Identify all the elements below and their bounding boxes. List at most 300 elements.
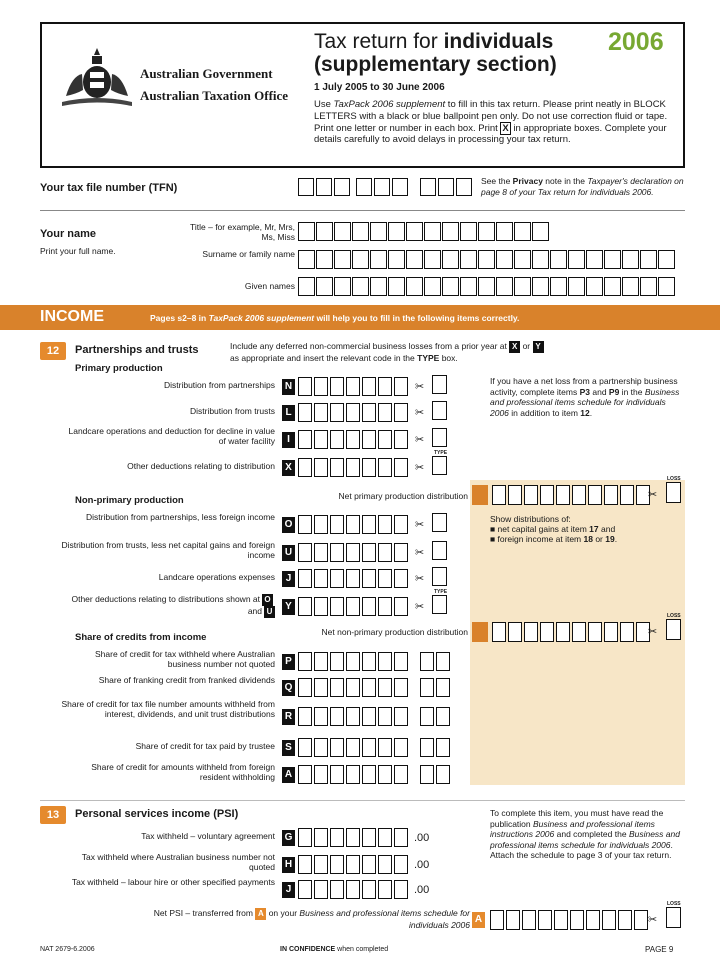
field-code-g: G xyxy=(282,830,295,846)
divider xyxy=(40,210,685,211)
amount-digit-box[interactable] xyxy=(330,569,344,588)
tfn-digit-box[interactable] xyxy=(392,178,408,196)
amount-digit-box[interactable] xyxy=(298,678,312,697)
title-char-box[interactable] xyxy=(424,222,441,241)
amount-digit-box[interactable] xyxy=(346,828,360,847)
amount-digit-box[interactable] xyxy=(362,828,376,847)
surname-char-box[interactable] xyxy=(496,250,513,269)
cents-digit-box[interactable] xyxy=(436,707,450,726)
q12-code-y: Y xyxy=(533,341,544,353)
show-b1-c: and xyxy=(598,524,616,534)
amount-digit-box[interactable] xyxy=(314,828,328,847)
title-char-box[interactable] xyxy=(532,222,549,241)
form-period: 1 July 2005 to 30 June 2006 xyxy=(314,82,445,93)
amount-digit-box[interactable] xyxy=(378,855,392,874)
amount-digit-box[interactable] xyxy=(346,458,360,477)
amount-digit-box[interactable] xyxy=(394,765,408,784)
cents-digit-box[interactable] xyxy=(420,765,434,784)
net-nonprimary-digit-box[interactable] xyxy=(572,622,586,642)
amount-digit-box[interactable] xyxy=(330,880,344,899)
field-code-x: X xyxy=(282,460,295,476)
amount-digit-box[interactable] xyxy=(346,377,360,396)
amount-digit-box[interactable] xyxy=(394,652,408,671)
field-code-o: O xyxy=(282,517,295,533)
field-label: Tax withheld – voluntary agreement xyxy=(141,831,275,841)
amount-digit-box[interactable] xyxy=(314,515,328,534)
field-code-r: R xyxy=(282,709,295,725)
loss-box[interactable] xyxy=(666,619,681,640)
field-label: Other deductions relating to distribution xyxy=(127,461,275,471)
net-psi-digit-box[interactable] xyxy=(522,910,536,930)
amount-digit-box[interactable] xyxy=(362,403,376,422)
given-name-char-box[interactable] xyxy=(496,277,513,296)
amount-digit-box[interactable] xyxy=(378,597,392,616)
amount-digit-box[interactable] xyxy=(314,403,328,422)
amount-digit-box[interactable] xyxy=(362,652,376,671)
title-char-box[interactable] xyxy=(298,222,315,241)
surname-char-box[interactable] xyxy=(442,250,459,269)
amount-digit-box[interactable] xyxy=(362,678,376,697)
surname-char-box[interactable] xyxy=(478,250,495,269)
amount-digit-box[interactable] xyxy=(346,678,360,697)
type-label: TYPE xyxy=(434,450,448,456)
amount-digit-box[interactable] xyxy=(314,543,328,562)
amount-digit-box[interactable] xyxy=(362,597,376,616)
amount-digit-box[interactable] xyxy=(330,738,344,757)
amount-digit-box[interactable] xyxy=(346,597,360,616)
surname-char-box[interactable] xyxy=(406,250,423,269)
net-primary-digit-box[interactable] xyxy=(572,485,586,505)
amount-digit-box[interactable] xyxy=(314,458,328,477)
amount-digit-box[interactable] xyxy=(314,430,328,449)
amount-digit-box[interactable] xyxy=(330,855,344,874)
amount-digit-box[interactable] xyxy=(330,652,344,671)
amount-digit-box[interactable] xyxy=(346,569,360,588)
amount-digit-box[interactable] xyxy=(394,707,408,726)
title-char-box[interactable] xyxy=(460,222,477,241)
field-label-and: and xyxy=(247,606,262,616)
amount-digit-box[interactable] xyxy=(346,707,360,726)
field-label xyxy=(60,594,275,618)
amount-digit-box[interactable] xyxy=(298,569,312,588)
amount-digit-box[interactable] xyxy=(298,880,312,899)
amount-digit-box[interactable] xyxy=(314,707,328,726)
net-primary-digit-box[interactable] xyxy=(524,485,538,505)
scissors-icon: ✂ xyxy=(415,407,425,419)
scissors-icon: ✂ xyxy=(648,626,658,638)
cents-digit-box[interactable] xyxy=(436,678,450,697)
amount-digit-box[interactable] xyxy=(298,403,312,422)
amount-digit-box[interactable] xyxy=(394,377,408,396)
type-code-box[interactable] xyxy=(432,456,447,475)
amount-digit-box[interactable] xyxy=(298,597,312,616)
loss-box[interactable] xyxy=(666,907,681,928)
tfn-digit-box[interactable] xyxy=(298,178,314,196)
amount-digit-box[interactable] xyxy=(394,880,408,899)
amount-digit-box[interactable] xyxy=(298,765,312,784)
cents-digit-box[interactable] xyxy=(420,652,434,671)
amount-digit-box[interactable] xyxy=(378,569,392,588)
non-primary-heading: Non-primary production xyxy=(75,495,184,506)
amount-digit-box[interactable] xyxy=(314,738,328,757)
surname-char-box[interactable] xyxy=(640,250,657,269)
amount-digit-box[interactable] xyxy=(330,597,344,616)
amount-digit-box[interactable] xyxy=(394,569,408,588)
amount-digit-box[interactable] xyxy=(394,855,408,874)
net-psi-digit-box[interactable] xyxy=(586,910,600,930)
cents-digit-box[interactable] xyxy=(436,765,450,784)
form-title-line2: (supplementary section) xyxy=(314,53,557,76)
net-nonprimary-digit-box[interactable] xyxy=(588,622,602,642)
type-code-box[interactable] xyxy=(432,541,447,560)
form-title xyxy=(314,30,557,76)
amount-digit-box[interactable] xyxy=(314,652,328,671)
amount-digit-box[interactable] xyxy=(330,707,344,726)
confidentiality-rest: when completed xyxy=(335,946,389,953)
amount-digit-box[interactable] xyxy=(362,515,376,534)
net-nonprimary-digit-box[interactable] xyxy=(524,622,538,642)
amount-digit-box[interactable] xyxy=(378,678,392,697)
amount-digit-box[interactable] xyxy=(346,543,360,562)
title-char-box[interactable] xyxy=(496,222,513,241)
amount-digit-box[interactable] xyxy=(394,430,408,449)
cents-digit-box[interactable] xyxy=(420,738,434,757)
q13-side-ital1: Business and professional items instructions 2006 xyxy=(490,818,655,839)
amount-digit-box[interactable] xyxy=(298,515,312,534)
scissors-icon: ✂ xyxy=(415,462,425,474)
tfn-digit-box[interactable] xyxy=(456,178,472,196)
net-nonprimary-digit-box[interactable] xyxy=(508,622,522,642)
type-code-box[interactable] xyxy=(432,567,447,586)
amount-digit-box[interactable] xyxy=(298,828,312,847)
title-char-box[interactable] xyxy=(352,222,369,241)
given-name-char-box[interactable] xyxy=(316,277,333,296)
amount-digit-box[interactable] xyxy=(330,543,344,562)
show-b2-c: or xyxy=(592,534,606,544)
surname-char-box[interactable] xyxy=(550,250,567,269)
instr-ital: TaxPack 2006 supplement xyxy=(333,99,446,110)
show-note-bullet2: ■ foreign income at item 18 or 19. xyxy=(490,534,618,544)
amount-digit-box[interactable] xyxy=(330,430,344,449)
amount-digit-box[interactable] xyxy=(362,430,376,449)
amount-digit-box[interactable] xyxy=(314,569,328,588)
q12-title: Partnerships and trusts xyxy=(75,344,199,356)
type-code-box[interactable] xyxy=(432,595,447,614)
given-name-char-box[interactable] xyxy=(532,277,549,296)
tfn-digit-box[interactable] xyxy=(420,178,436,196)
q13-side-b: and completed the xyxy=(554,829,629,839)
scissors-icon: ✂ xyxy=(415,381,425,393)
net-psi-digit-box[interactable] xyxy=(538,910,552,930)
amount-digit-box[interactable] xyxy=(298,377,312,396)
surname-char-box[interactable] xyxy=(370,250,387,269)
q12-side-e: . xyxy=(589,407,593,418)
surname-char-box[interactable] xyxy=(658,250,675,269)
scissors-icon: ✂ xyxy=(415,573,425,585)
amount-digit-box[interactable] xyxy=(314,880,328,899)
amount-digit-box[interactable] xyxy=(346,855,360,874)
tfn-digit-box[interactable] xyxy=(438,178,454,196)
title-char-box[interactable] xyxy=(442,222,459,241)
cents-zero: .00 xyxy=(414,884,430,896)
net-psi-digit-box[interactable] xyxy=(554,910,568,930)
q13-side-c: . Attach the schedule to page 3 of your tax return. xyxy=(490,839,673,860)
net-nonprimary-digit-box[interactable] xyxy=(604,622,618,642)
amount-digit-box[interactable] xyxy=(346,880,360,899)
amount-digit-box[interactable] xyxy=(330,377,344,396)
amount-digit-box[interactable] xyxy=(378,765,392,784)
title-char-box[interactable] xyxy=(388,222,405,241)
loss-box[interactable] xyxy=(666,482,681,503)
tfn-privacy-note xyxy=(481,176,686,197)
amount-digit-box[interactable] xyxy=(394,678,408,697)
net-psi-digit-box[interactable] xyxy=(602,910,616,930)
cents-digit-box[interactable] xyxy=(420,707,434,726)
title-char-box[interactable] xyxy=(316,222,333,241)
tfn-digit-box[interactable] xyxy=(316,178,332,196)
income-note-b: will help you to fill in the following items correctly. xyxy=(314,313,520,323)
given-name-char-box[interactable] xyxy=(406,277,423,296)
given-name-char-box[interactable] xyxy=(442,277,459,296)
amount-digit-box[interactable] xyxy=(330,403,344,422)
page-number: PAGE 9 xyxy=(645,945,674,954)
amount-digit-box[interactable] xyxy=(394,543,408,562)
amount-digit-box[interactable] xyxy=(362,880,376,899)
amount-digit-box[interactable] xyxy=(362,855,376,874)
surname-char-box[interactable] xyxy=(532,250,549,269)
amount-digit-box[interactable] xyxy=(298,738,312,757)
ref-code-o: O xyxy=(262,594,273,606)
amount-digit-box[interactable] xyxy=(346,403,360,422)
given-name-char-box[interactable] xyxy=(460,277,477,296)
amount-digit-box[interactable] xyxy=(362,458,376,477)
surname-char-box[interactable] xyxy=(460,250,477,269)
form-title-prefix: Tax return for xyxy=(314,30,444,53)
amount-digit-box[interactable] xyxy=(378,738,392,757)
amount-digit-box[interactable] xyxy=(378,430,392,449)
net-nonprimary-digit-box[interactable] xyxy=(620,622,634,642)
amount-digit-box[interactable] xyxy=(362,543,376,562)
instr-part-c: in appropriate boxes. Complete your details carefully to avoid delays in processing your tax return. xyxy=(314,122,667,146)
amount-digit-box[interactable] xyxy=(378,652,392,671)
amount-digit-box[interactable] xyxy=(346,738,360,757)
given-name-char-box[interactable] xyxy=(424,277,441,296)
income-note-ital: TaxPack 2006 supplement xyxy=(208,313,315,323)
net-primary-label: Net primary production distribution xyxy=(338,491,468,501)
amount-digit-box[interactable] xyxy=(346,430,360,449)
amount-digit-box[interactable] xyxy=(330,458,344,477)
tfn-digit-box[interactable] xyxy=(356,178,372,196)
amount-digit-box[interactable] xyxy=(378,880,392,899)
amount-digit-box[interactable] xyxy=(314,678,328,697)
given-name-char-box[interactable] xyxy=(514,277,531,296)
type-code-box[interactable] xyxy=(432,513,447,532)
q13-side-note xyxy=(490,808,680,861)
net-psi-digit-box[interactable] xyxy=(506,910,520,930)
net-nonprimary-digit-box[interactable] xyxy=(492,622,506,642)
cents-digit-box[interactable] xyxy=(420,678,434,697)
net-primary-digit-box[interactable] xyxy=(556,485,570,505)
confidentiality-bold: IN CONFIDENCE xyxy=(280,946,336,953)
title-char-box[interactable] xyxy=(514,222,531,241)
type-code-box[interactable] xyxy=(432,375,447,394)
net-psi-a: Net PSI – transferred from xyxy=(153,908,256,918)
tfn-label: Your tax file number (TFN) xyxy=(40,182,178,194)
given-name-char-box[interactable] xyxy=(352,277,369,296)
net-primary-digit-box[interactable] xyxy=(604,485,618,505)
amount-digit-box[interactable] xyxy=(298,707,312,726)
amount-digit-box[interactable] xyxy=(314,377,328,396)
surname-char-box[interactable] xyxy=(586,250,603,269)
amount-digit-box[interactable] xyxy=(314,855,328,874)
given-name-char-box[interactable] xyxy=(622,277,639,296)
surname-char-box[interactable] xyxy=(568,250,585,269)
amount-digit-box[interactable] xyxy=(378,828,392,847)
amount-digit-box[interactable] xyxy=(378,707,392,726)
amount-digit-box[interactable] xyxy=(330,678,344,697)
form-instructions xyxy=(314,99,674,146)
amount-digit-box[interactable] xyxy=(298,652,312,671)
amount-digit-box[interactable] xyxy=(362,707,376,726)
given-name-char-box[interactable] xyxy=(334,277,351,296)
show-b2-b: 18 xyxy=(583,534,593,544)
amount-digit-box[interactable] xyxy=(346,515,360,534)
field-label: Share of credit for tax file number amounts withheld from interest, dividends, and unit trust distributions xyxy=(61,699,275,719)
question-number-13: 13 xyxy=(40,806,66,824)
type-code-box[interactable] xyxy=(432,401,447,420)
tfn-note-c: note in the xyxy=(542,176,588,186)
amount-digit-box[interactable] xyxy=(378,543,392,562)
net-nonprimary-digit-box[interactable] xyxy=(540,622,554,642)
amount-digit-box[interactable] xyxy=(378,377,392,396)
amount-digit-box[interactable] xyxy=(298,430,312,449)
scissors-icon: ✂ xyxy=(415,519,425,531)
amount-digit-box[interactable] xyxy=(378,403,392,422)
amount-digit-box[interactable] xyxy=(362,765,376,784)
field-label: Tax withheld where Australian business number not quoted xyxy=(81,852,275,872)
amount-digit-box[interactable] xyxy=(394,403,408,422)
given-name-char-box[interactable] xyxy=(658,277,675,296)
net-psi-digit-box[interactable] xyxy=(490,910,504,930)
q12-side-p9: P9 xyxy=(608,386,620,397)
net-psi-digit-box[interactable] xyxy=(570,910,584,930)
amount-digit-box[interactable] xyxy=(330,828,344,847)
divider xyxy=(40,800,685,801)
amount-digit-box[interactable] xyxy=(362,569,376,588)
field-label: Distribution from trusts, less net capital gains and foreign income xyxy=(61,540,275,560)
amount-digit-box[interactable] xyxy=(394,458,408,477)
surname-char-box[interactable] xyxy=(334,250,351,269)
net-psi-b: on your xyxy=(266,908,300,918)
title-char-box[interactable] xyxy=(406,222,423,241)
net-psi-digit-box[interactable] xyxy=(634,910,648,930)
given-name-char-box[interactable] xyxy=(478,277,495,296)
net-nonprimary-label: Net non-primary production distribution xyxy=(321,627,468,637)
given-name-char-box[interactable] xyxy=(298,277,315,296)
field-label: Share of franking credit from franked dividends xyxy=(98,675,275,685)
amount-digit-box[interactable] xyxy=(298,458,312,477)
surname-char-box[interactable] xyxy=(316,250,333,269)
given-names-field-label: Given names xyxy=(244,281,295,291)
type-code-box[interactable] xyxy=(432,428,447,447)
q12-side-12: 12 xyxy=(580,407,590,418)
surname-char-box[interactable] xyxy=(298,250,315,269)
given-name-char-box[interactable] xyxy=(388,277,405,296)
title-char-box[interactable] xyxy=(478,222,495,241)
amount-digit-box[interactable] xyxy=(362,377,376,396)
title-char-box[interactable] xyxy=(334,222,351,241)
surname-char-box[interactable] xyxy=(388,250,405,269)
amount-digit-box[interactable] xyxy=(298,855,312,874)
scissors-icon: ✂ xyxy=(648,489,658,501)
field-code-p: P xyxy=(282,654,295,670)
title-char-box[interactable] xyxy=(370,222,387,241)
q12-instructions xyxy=(230,341,620,363)
tfn-digit-box[interactable] xyxy=(334,178,350,196)
net-primary-digit-box[interactable] xyxy=(540,485,554,505)
given-name-char-box[interactable] xyxy=(568,277,585,296)
show-note-title: Show distributions of: xyxy=(490,514,571,524)
amount-digit-box[interactable] xyxy=(362,738,376,757)
net-primary-digit-box[interactable] xyxy=(508,485,522,505)
amount-digit-box[interactable] xyxy=(346,652,360,671)
given-name-char-box[interactable] xyxy=(604,277,621,296)
surname-char-box[interactable] xyxy=(352,250,369,269)
net-primary-digit-box[interactable] xyxy=(588,485,602,505)
field-code-u: U xyxy=(282,545,295,561)
amount-digit-box[interactable] xyxy=(394,828,408,847)
field-label: Landcare operations and deduction for decline in value of water facility xyxy=(68,426,275,446)
surname-field-label: Surname or family name xyxy=(202,249,295,259)
amount-digit-box[interactable] xyxy=(314,765,328,784)
net-primary-digit-box[interactable] xyxy=(492,485,506,505)
tfn-digit-box[interactable] xyxy=(374,178,390,196)
q12-instr-type: TYPE xyxy=(417,353,440,363)
cents-digit-box[interactable] xyxy=(436,738,450,757)
given-name-char-box[interactable] xyxy=(550,277,567,296)
amount-digit-box[interactable] xyxy=(298,543,312,562)
form-number: NAT 2679-6.2006 xyxy=(40,946,95,953)
q12-instr-a: Include any deferred non-commercial business losses from a prior year at xyxy=(230,341,510,351)
amount-digit-box[interactable] xyxy=(378,515,392,534)
given-name-char-box[interactable] xyxy=(370,277,387,296)
amount-digit-box[interactable] xyxy=(394,738,408,757)
field-code-j: J xyxy=(282,571,295,587)
given-name-char-box[interactable] xyxy=(640,277,657,296)
surname-char-box[interactable] xyxy=(514,250,531,269)
amount-digit-box[interactable] xyxy=(378,458,392,477)
surname-char-box[interactable] xyxy=(622,250,639,269)
amount-digit-box[interactable] xyxy=(394,597,408,616)
cents-digit-box[interactable] xyxy=(436,652,450,671)
amount-digit-box[interactable] xyxy=(330,515,344,534)
amount-digit-box[interactable] xyxy=(330,765,344,784)
net-psi-digit-box[interactable] xyxy=(618,910,632,930)
scissors-icon: ✂ xyxy=(648,914,658,926)
amount-digit-box[interactable] xyxy=(346,765,360,784)
amount-digit-box[interactable] xyxy=(314,597,328,616)
form-year: 2006 xyxy=(608,28,664,56)
given-name-char-box[interactable] xyxy=(586,277,603,296)
surname-char-box[interactable] xyxy=(424,250,441,269)
net-primary-digit-box[interactable] xyxy=(620,485,634,505)
field-code-i: I xyxy=(282,432,295,448)
net-nonprimary-digit-box[interactable] xyxy=(556,622,570,642)
instr-part-a: Use xyxy=(314,99,334,110)
q12-side-a: If you have a net loss from a partnership business activity, complete items xyxy=(490,376,678,397)
amount-digit-box[interactable] xyxy=(394,515,408,534)
surname-char-box[interactable] xyxy=(604,250,621,269)
